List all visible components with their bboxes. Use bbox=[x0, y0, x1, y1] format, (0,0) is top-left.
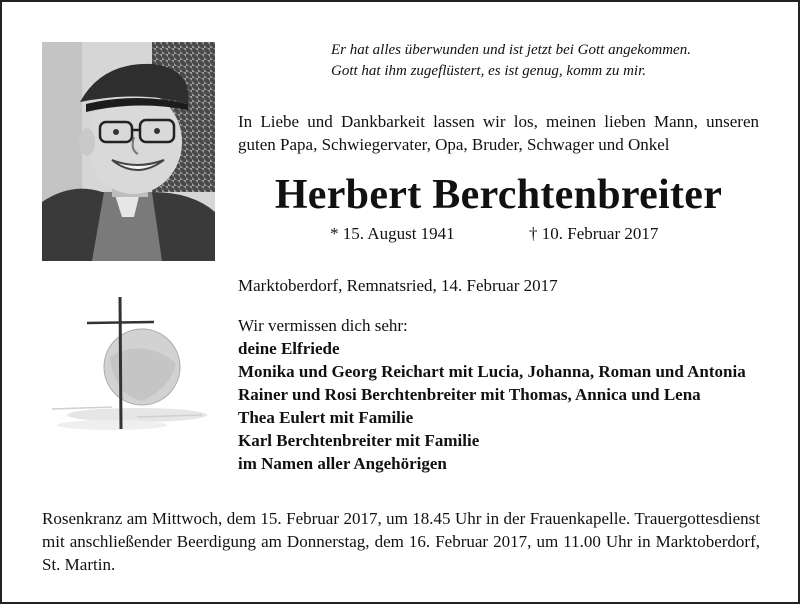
mourner-entry: Monika und Georg Reichart mit Lucia, Johanna, Roman und Antonia bbox=[238, 362, 746, 381]
service-details: Rosenkranz am Mittwoch, dem 15. Februar 2017, um 18.45 Uhr in der Frauenkapelle. Trauergottesdienst mit anschließender Beerdigung am Donnerstag, dem 16. Februar 2017, um 11.00 Uhr in Marktoberdorf, St. Martin. bbox=[42, 509, 760, 574]
poem bbox=[331, 40, 771, 82]
portrait-image bbox=[42, 42, 215, 261]
mourners-list bbox=[238, 314, 778, 475]
mourner-entry: Thea Eulert mit Familie bbox=[238, 408, 414, 427]
intro-text: In Liebe und Dankbarkeit lassen wir los, meinen lieben Mann, unseren guten Papa, Schwiegervater, Opa, Bruder, Schwager und Onkel bbox=[238, 112, 759, 154]
mourner-entry: deine Elfriede bbox=[238, 339, 340, 358]
cross-illustration bbox=[42, 297, 212, 447]
place-date: Marktoberdorf, Remnatsried, 14. Februar 2017 bbox=[238, 276, 558, 295]
portrait-photo bbox=[42, 42, 215, 261]
poem-line: Gott hat ihm zugeflüstert, es ist genug, komm zu mir. bbox=[331, 63, 646, 79]
mourner-entry: Rainer und Rosi Berchtenbreiter mit Thomas, Annica und Lena bbox=[238, 385, 701, 404]
mourner-entry: Karl Berchtenbreiter mit Familie bbox=[238, 431, 480, 450]
death-date: † 10. Februar 2017 bbox=[529, 224, 659, 243]
mourners-heading: Wir vermissen dich sehr: bbox=[238, 316, 408, 335]
mourner-entry: im Namen aller Angehörigen bbox=[238, 454, 447, 473]
birth-date: * 15. August 1941 bbox=[330, 224, 455, 243]
cross-icon bbox=[42, 297, 212, 447]
deceased-name: Herbert Berchtenbreiter bbox=[274, 172, 723, 218]
poem-line: Er hat alles überwunden und ist jetzt bei Gott angekommen. bbox=[331, 42, 691, 58]
